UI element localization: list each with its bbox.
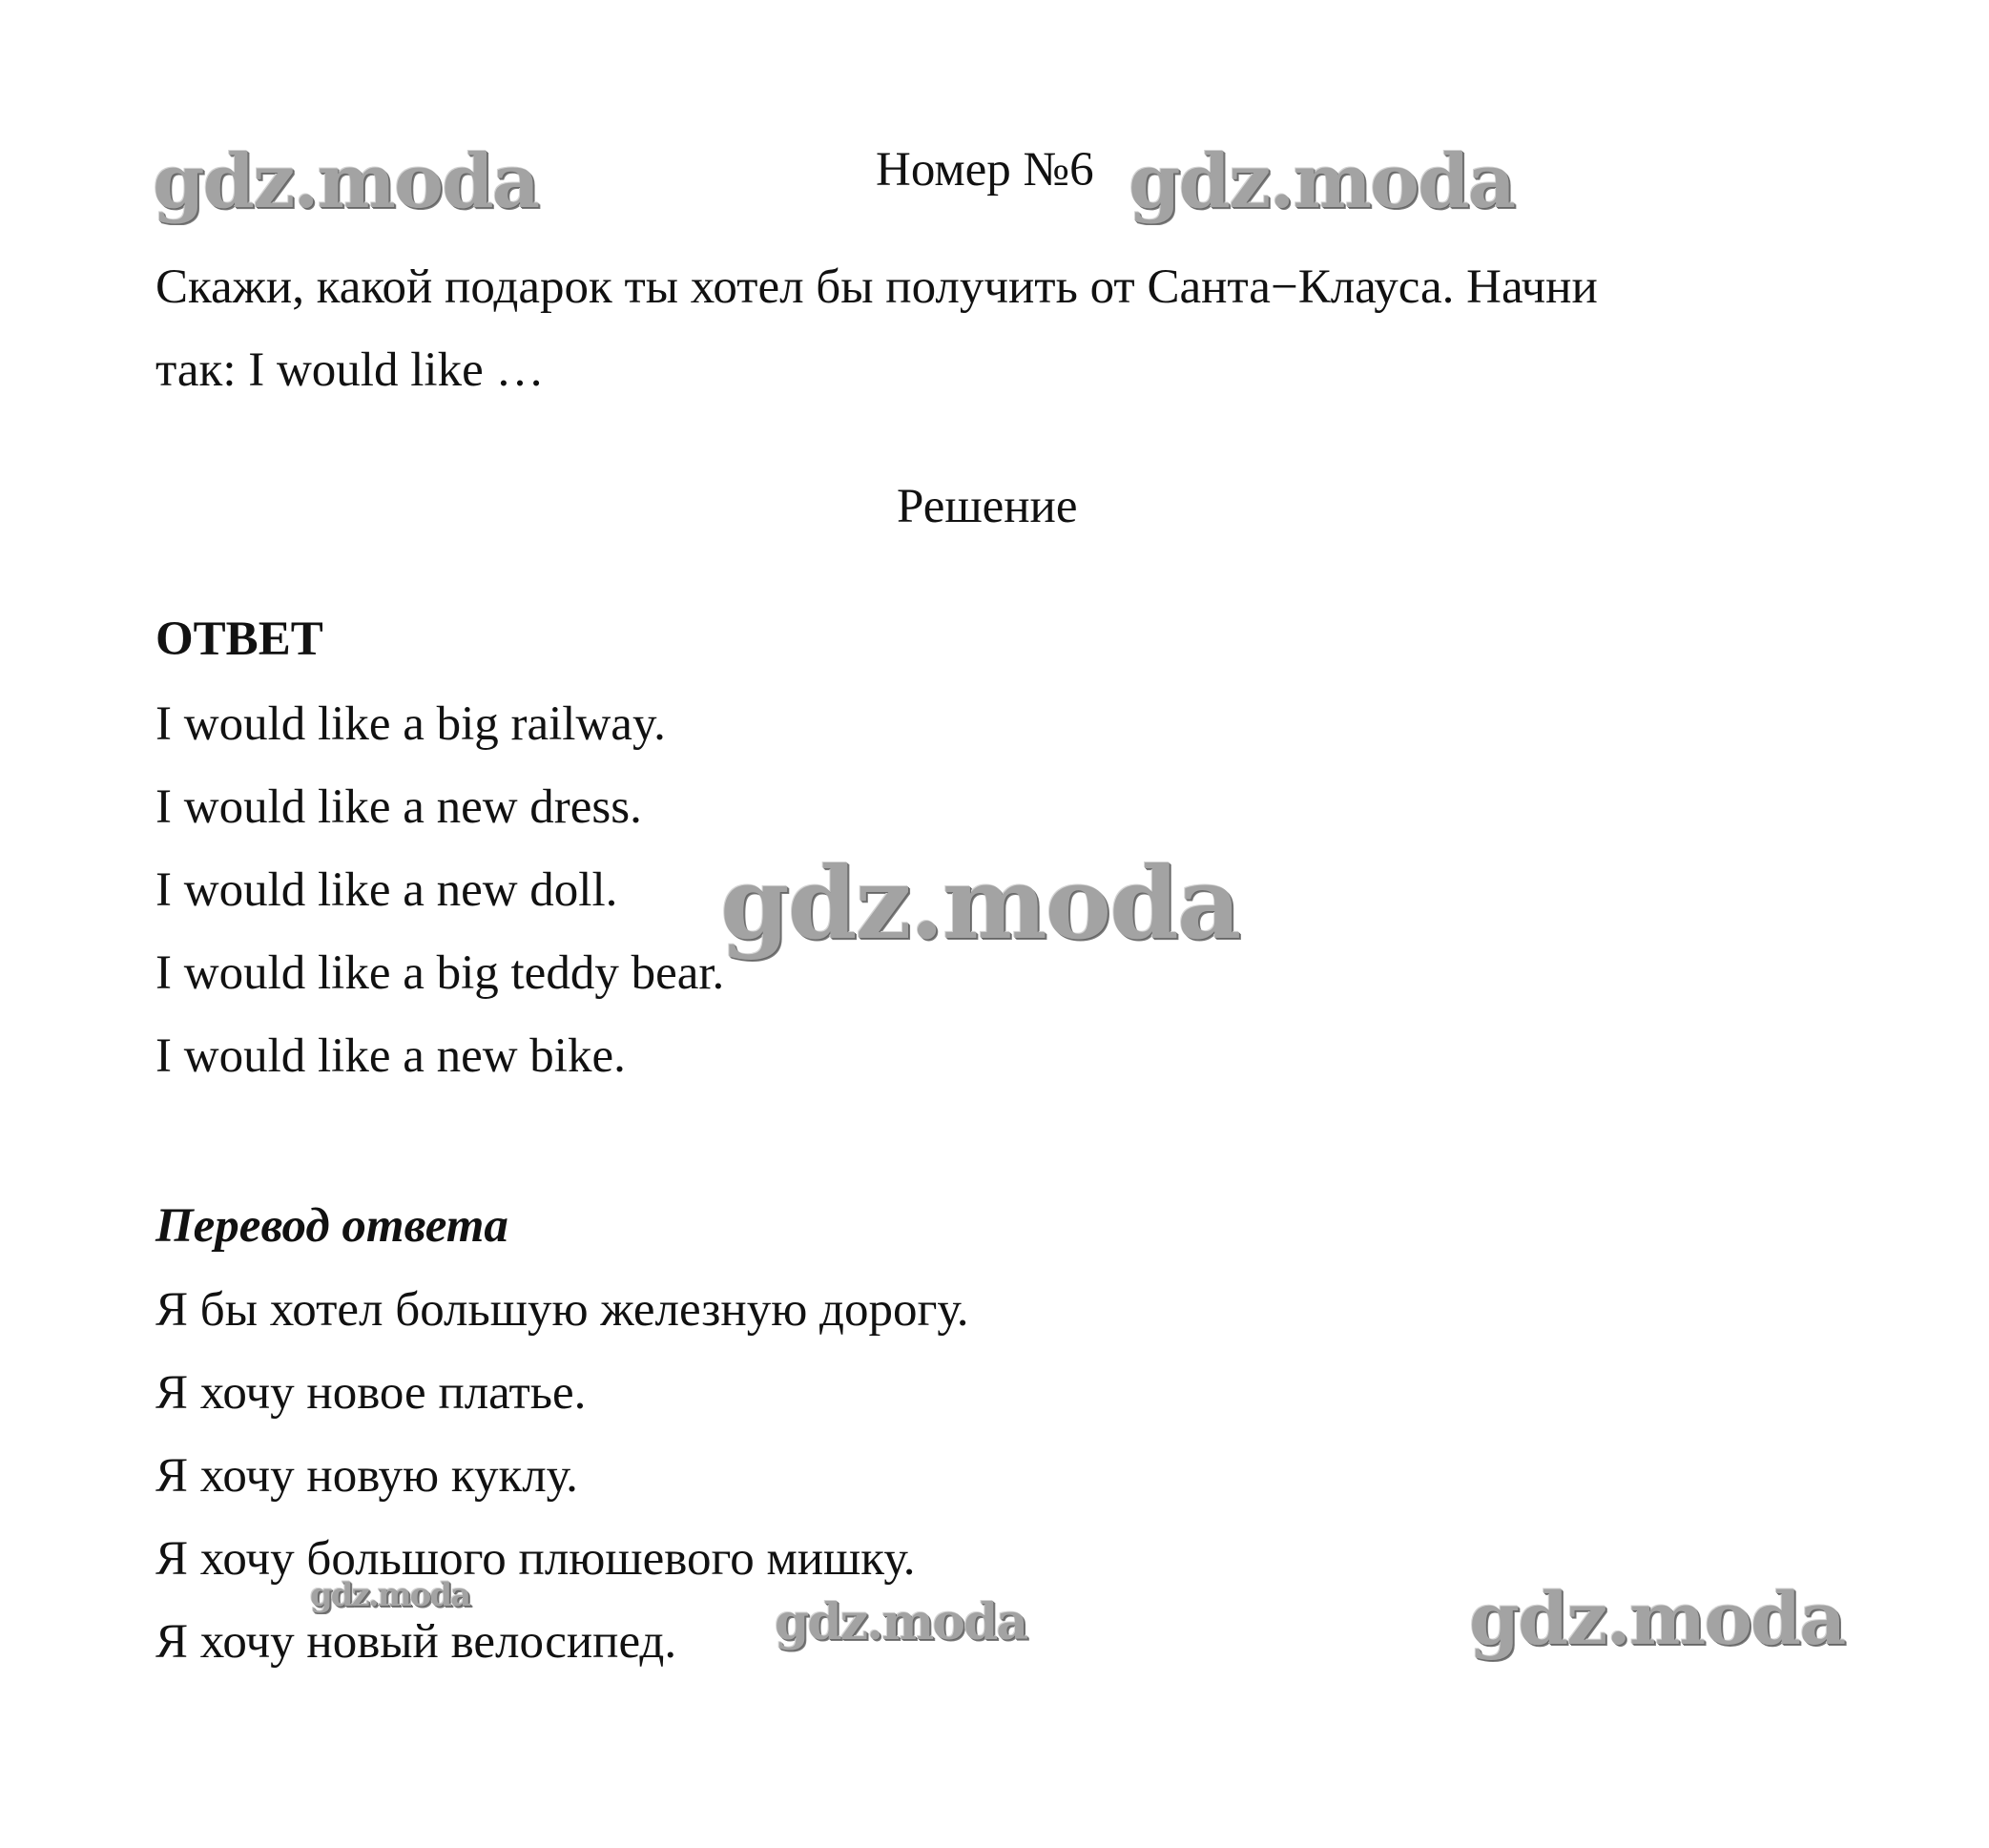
answer-line: I would like a new doll. bbox=[155, 863, 618, 917]
task-text-line-1: Скажи, какой подарок ты хотел бы получить от Санта−Клауса. Начни bbox=[155, 260, 1598, 314]
translation-line: Я хочу новый велосипед. bbox=[155, 1615, 677, 1669]
answer-heading: ОТВЕТ bbox=[155, 613, 323, 666]
watermark: gdz.moda bbox=[153, 138, 539, 225]
watermark: gdz.moda bbox=[775, 1593, 1027, 1651]
solution-heading: Решение bbox=[897, 480, 1078, 533]
translation-line: Я хочу большого плюшевого мишку. bbox=[155, 1532, 916, 1586]
watermark: gdz.moda bbox=[1129, 138, 1515, 225]
answer-line: I would like a big teddy bear. bbox=[155, 946, 725, 1000]
translation-line: Я хочу новую куклу. bbox=[155, 1449, 578, 1503]
answer-line: I would like a new bike. bbox=[155, 1029, 626, 1083]
answer-line: I would like a new dress. bbox=[155, 780, 642, 834]
page-title: Номер №6 bbox=[876, 143, 1094, 197]
answer-line: I would like a big railway. bbox=[155, 697, 666, 751]
watermark: gdz.moda bbox=[310, 1576, 470, 1614]
translation-line: Я хочу новое платье. bbox=[155, 1366, 587, 1420]
watermark: gdz.moda bbox=[720, 844, 1240, 962]
task-text-line-2: так: I would like … bbox=[155, 343, 545, 397]
translation-line: Я бы хотел большую железную дорогу. bbox=[155, 1283, 969, 1337]
watermark: gdz.moda bbox=[1469, 1576, 1845, 1661]
translation-heading: Перевод ответа bbox=[155, 1199, 508, 1253]
